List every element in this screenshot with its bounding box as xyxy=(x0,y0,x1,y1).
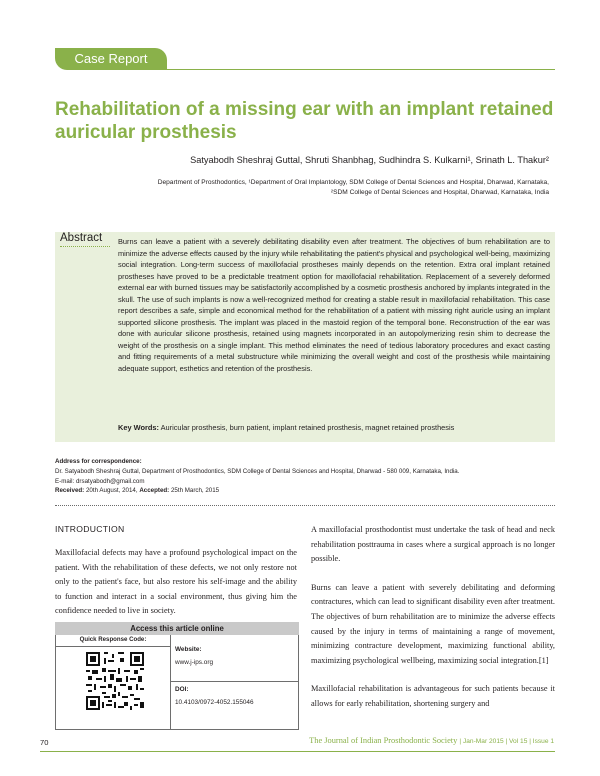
doi-label: DOI: xyxy=(175,686,189,693)
access-online-heading: Access this article online xyxy=(55,622,299,635)
website-link[interactable]: www.j-ips.org xyxy=(175,659,213,666)
left-column-paragraph: Maxillofacial defects may have a profound psychological impact on the patient. With the rehabilitation of these defects, we not only restore not only to the patient's face, but also restore his self-image and the ability to function and interact in a social environment, thus giving him the confidence needed to live in society. xyxy=(55,548,297,616)
keywords-label: Key Words: xyxy=(118,423,159,432)
right-paragraph-1: A maxillofacial prosthodontist must undertake the task of head and neck rehabilitation posttrauma in cases where a surgical approach is no longer possible. xyxy=(311,525,555,564)
access-box-divider-vertical xyxy=(170,635,171,729)
correspondence-email: E-mail: drsatyabodh@gmail.com xyxy=(55,477,145,485)
right-column xyxy=(311,523,555,726)
article-title: Rehabilitation of a missing ear with an implant retained auricular prosthesis xyxy=(55,99,554,143)
article-type-badge: Case Report xyxy=(55,48,167,70)
keywords xyxy=(118,423,550,432)
right-paragraph-3: Maxillofacial rehabilitation is advantageous for such patients because it allows for early rehabilitation, shortening surgery and xyxy=(311,684,555,708)
access-box-divider-qr xyxy=(55,646,171,647)
affiliation-line-1: Department of Prosthodontics, ¹Department of Oral Implantology, SDM College of Dental Sciences and Hospital, Dharwad, Karnataka, xyxy=(157,179,549,186)
correspondence-block xyxy=(55,457,555,496)
qr-code[interactable] xyxy=(86,652,144,710)
accepted-date: 25th March, 2015 xyxy=(170,487,220,495)
section-divider xyxy=(55,505,555,506)
correspondence-label: Address for correspondence: xyxy=(55,458,142,465)
footer-rule xyxy=(40,751,555,752)
received-date: 20th August, 2014, xyxy=(85,487,138,495)
received-accepted-dates xyxy=(55,486,555,496)
access-box-divider-right xyxy=(171,681,299,682)
page-number: 70 xyxy=(40,738,49,747)
affiliation-line-2: ²SDM College of Dental Sciences and Hospital, Dharwad, Karnataka, India xyxy=(330,189,549,196)
doi-value[interactable]: 10.4103/0972-4052.155046 xyxy=(175,699,254,706)
affiliations xyxy=(40,178,549,198)
right-paragraph-2: Burns can leave a patient with severely debilitating and deforming contractures, which can lead to significant disability even after treatment. The objectives of burn rehabilitation are to minimize the adverse effects caused by the injury in terms of maintaining a range of movement, minimizing contracture development, maximizing functional ability, maximizing psychological wellbeing, maximizing social integration.[1] xyxy=(311,582,555,665)
header-rule xyxy=(167,69,555,70)
journal-name: The Journal of Indian Prosthodontic Society xyxy=(309,736,458,745)
accepted-label: Accepted: xyxy=(139,487,170,495)
received-label: Received: xyxy=(55,487,85,495)
correspondence-address: Dr. Satyabodh Sheshraj Guttal, Department of Prosthodontics, SDM College of Dental Sciences and Hospital, Dharwad - 580 009, Karnataka, India. xyxy=(55,467,460,475)
abstract-label: Abstract xyxy=(60,232,110,247)
author-list: Satyabodh Sheshraj Guttal, Shruti Shanbhag, Sudhindra S. Kulkarni¹, Srinath L. Thakur² xyxy=(190,155,549,165)
qr-code-label: Quick Response Code: xyxy=(79,636,147,643)
journal-issue: | Jan-Mar 2015 | Vol 15 | Issue 1 xyxy=(459,738,554,745)
website-label: Website: xyxy=(175,646,202,653)
introduction-heading: INTRODUCTION xyxy=(55,524,125,534)
journal-footer xyxy=(260,736,554,745)
keywords-text: Auricular prosthesis, burn patient, implant retained prosthesis, magnet retained prosthesis xyxy=(160,423,455,432)
abstract-text: Burns can leave a patient with a severely debilitating disability even after treatment. The objectives of burn rehabilitation are to minimize the adverse effects caused by the injury while rehabilitating the patient's physical and psychological well-being, maximizing social integration. Long-term success of maxillofacial prostheses mainly depends on the retention. Extra oral implant retained prostheses have proved to be a predictable treatment option for maxillofacial rehabilitation. Replacement of a severely deformed external ear with burned tissues may be satisfactorily accomplished by a cosmetic prosthesis anchored by implants integrated in the skull. The use of such implants is now a well-recognized method for creating a stable result in maxillofacial rehabilitation. This case report describes a safe, simple and economical method for the rehabilitation of a patient with missing right auricle using an implant supported silicone prosthesis. The implant was placed in the mastoid region of the temporal bone. Reconstruction of the ear was done with auricular silicone prosthesis, retained using magnets incorporated in an autopolymerizing resin shim to decrease the weight of the prosthesis on a single implant. This method eliminates the need of tedious laboratory procedures and exact casting and fitting requirements of a metal substructure while minimizing the overall weight and cost of the prosthesis while maintaining adequate support, esthetics and retention of the prosthesis. xyxy=(118,237,550,373)
